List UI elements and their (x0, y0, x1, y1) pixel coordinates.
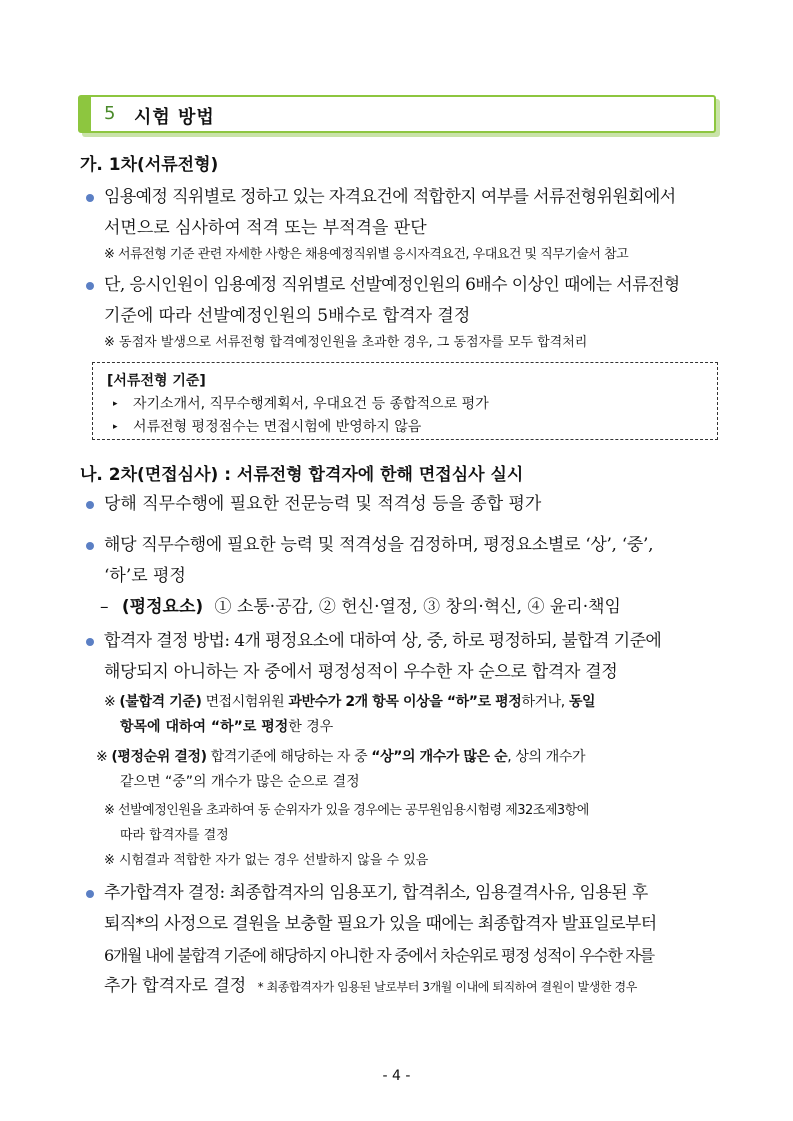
dash-marker: – (100, 597, 109, 617)
bullet-line: 퇴직*의 사정으로 결원을 보충할 필요가 있을 때에는 최종합격자 발표일로부터 (104, 914, 657, 934)
rank-decision-label: (평정순위 결정) (111, 749, 207, 765)
bullet-line: 임용예정 직위별로 정하고 있는 자격요건에 적합한지 여부를 서류전형위원회에서 (104, 187, 676, 207)
evaluation-elements-label: (평정요소) (121, 597, 204, 617)
part-b-bullet-4 (86, 878, 720, 1003)
tie-rank-note (104, 798, 718, 848)
note-mark: ※ (104, 694, 116, 710)
criteria-item (113, 416, 421, 436)
note-mark: ※ (96, 749, 108, 765)
note-emphasis: “상”의 개수가 많은 순 (371, 749, 508, 765)
bullet-line: 서면으로 심사하여 적격 또는 부적격을 판단 (104, 218, 427, 238)
bullet-dot-icon (86, 194, 94, 202)
fail-criteria-note (104, 690, 718, 740)
note-text: 하거나, (521, 694, 565, 710)
part-b-bullet-1 (86, 489, 720, 520)
part-a-bullet-2 (86, 270, 720, 332)
criteria-item-text: 서류전형 평정점수는 면접시험에 반영하지 않음 (133, 419, 422, 435)
section-number: 5 (104, 103, 116, 124)
part-a-note-2: ※ 동점자 발생으로 서류전형 합격예정인원을 초과한 경우, 그 동점자를 모두 합격처리 (104, 335, 588, 350)
rank-decision-note (96, 745, 718, 795)
criteria-title: [서류전형 기준] (107, 373, 206, 389)
bullet-line: 해당되지 아니하는 자 중에서 평정성적이 우수한 자 순으로 합격자 결정 (104, 662, 618, 682)
bullet-line: 추가 합격자로 결정 (104, 976, 247, 996)
page-number: - 4 - (382, 1068, 411, 1084)
bullet-dot-icon (86, 890, 94, 898)
no-selection-note: ※ 시험결과 적합한 자가 없는 경우 선발하지 않을 수 있음 (104, 853, 429, 868)
criteria-item (113, 393, 489, 413)
part-b-heading: 나. 2차(면접심사) : 서류전형 합격자에 한해 면접심사 실시 (80, 465, 524, 485)
part-b-bullet-3 (86, 626, 720, 688)
note-text: ※ 선발예정인원을 초과하여 동 순위자가 있을 경우에는 공무원임용시험령 제32조제3항에 (104, 803, 589, 818)
bullet-line: 기준에 따라 선발예정인원의 5배수로 합격자 결정 (104, 306, 471, 326)
note-text: 따라 합격자를 결정 (120, 828, 229, 843)
section-header (78, 95, 716, 133)
note-text: 합격기준에 해당하는 자 중 (210, 749, 368, 765)
note-text: 한 경우 (288, 719, 334, 735)
bullet-dot-icon (86, 282, 94, 290)
bullet-line: 당해 직무수행에 필요한 전문능력 및 적격성 등을 종합 평가 (104, 494, 542, 514)
bullet-dot-icon (86, 638, 94, 646)
section-header-bar (80, 97, 91, 131)
bullet-line: 합격자 결정 방법: 4개 평정요소에 대하여 상, 중, 하로 평정하되, 불합격 기준에 (104, 631, 662, 651)
part-a-note-1: ※ 서류전형 기준 관련 자세한 사항은 채용예정직위별 응시자격요건, 우대요건 및 직무기술서 참고 (104, 247, 629, 262)
bullet-dot-icon (86, 501, 94, 509)
bullet-line: 추가합격자 결정: 최종합격자의 임용포기, 합격취소, 임용결격사유, 임용된 후 (104, 883, 648, 903)
bullet-line: 6개월 내에 불합격 기준에 해당하지 아니한 자 중에서 차순위로 평정 성적이 우수한 자를 (104, 946, 654, 965)
note-text: 같으면 “중”의 개수가 많은 순으로 결정 (120, 774, 360, 790)
note-text: , 상의 개수가 (507, 749, 586, 765)
criteria-box (92, 362, 718, 440)
bullet-line: 단, 응시인원이 임용예정 직위별로 선발예정인원의 6배수 이상인 때에는 서류전형 (104, 275, 680, 295)
note-emphasis: 항목에 대하여 “하”로 평정 (120, 719, 289, 735)
bullet-line: 해당 직무수행에 필요한 능력 및 적격성을 검정하며, 평정요소별로 ‘상’, ‘중’, (104, 535, 654, 555)
part-a-heading: 가. 1차(서류전형) (80, 155, 219, 175)
triangle-bullet-icon: ▸ (113, 399, 118, 409)
fail-criteria-label: (불합격 기준) (119, 694, 202, 710)
evaluation-elements-text: ① 소통·공감, ② 헌신·열정, ③ 창의·혁신, ④ 윤리·책임 (214, 597, 621, 617)
note-emphasis: 과반수가 2개 항목 이상을 “하”로 평정 (288, 694, 522, 710)
section-title: 시험 방법 (134, 107, 215, 128)
bullet-line: ‘하’로 평정 (104, 566, 186, 586)
bullet-dot-icon (86, 542, 94, 550)
note-text: 면접시험위원 (205, 694, 285, 710)
part-b-bullet-2 (86, 530, 720, 592)
part-a-bullet-1 (86, 182, 720, 244)
evaluation-elements (100, 592, 621, 617)
footnote-text: * 최종합격자가 임용된 날로부터 3개월 이내에 퇴직하여 결원이 발생한 경우 (257, 980, 637, 994)
note-emphasis: 동일 (568, 694, 596, 710)
criteria-item-text: 자기소개서, 직무수행계획서, 우대요건 등 종합적으로 평가 (133, 396, 489, 412)
triangle-bullet-icon: ▸ (113, 422, 118, 432)
